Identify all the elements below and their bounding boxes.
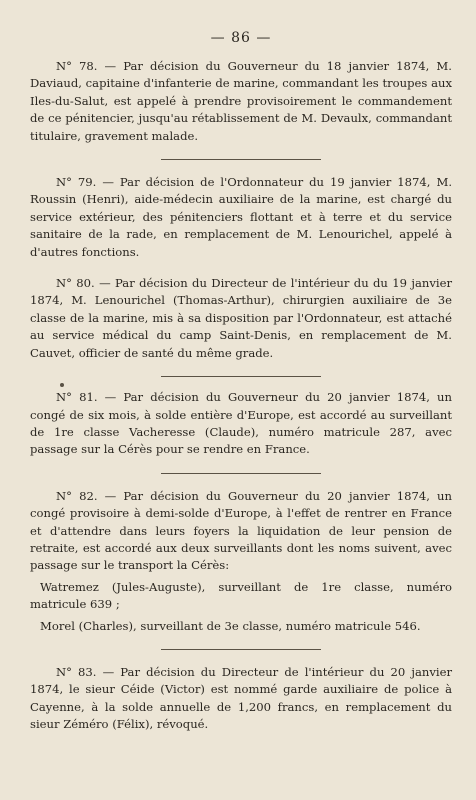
entry-paragraph: N° 78. — Par décision du Gouverneur du 18 janvier 1874, M. Daviaud, capitaine d'infanterie de marine, commandant les troupes aux Iles-du-Salut, est appelé à prendre provisoirement le commandement de ce pénitencier, jusqu'au rétablissement de M. Devaulx, commandant titulaire, gravement malade. <box>30 59 452 143</box>
entry-paragraph: Watremez (Jules-Auguste), surveillant de 1re classe, numéro matricule 639 ; <box>30 579 452 612</box>
entry-paragraph: N° 82. — Par décision du Gouverneur du 20 janvier 1874, un congé provisoire à demi-solde d'Europe, à l'effet de rentrer en France et d'attendre dans leurs foyers la liquidation de leur pension de retraite, est accordé aux deux surveillants dont les noms suivent, avec passage sur le transport la Cérès: <box>30 488 452 573</box>
decision-entry-83 <box>30 664 452 734</box>
section-divider <box>161 376 321 377</box>
entry-paragraph: Morel (Charles), surveillant de 3e classe, numéro matricule 546. <box>40 618 421 633</box>
entry-paragraph: N° 81. — Par décision du Gouverneur du 20 janvier 1874, un congé de six mois, à solde entière d'Europe, est accordé au surveillant de 1re classe Vacheresse (Claude), numéro matricule 287, avec passage sur la Cérès pour se rendre en France. <box>30 390 452 457</box>
entry-paragraph: N° 83. — Par décision du Directeur de l'intérieur du 20 janvier 1874, le sieur Céide (Victor) est nommé garde auxiliaire de police à Cayenne, à la solde annuelle de 1,200 francs, en remplacement du sieur Zéméro (Félix), révoqué. <box>30 664 452 732</box>
entry-paragraph: N° 79. — Par décision de l'Ordonnateur du 19 janvier 1874, M. Roussin (Henri), aide-médecin auxiliaire de la marine, est chargé du service extérieur, des pénitenciers flottant et à terre et du service sanitaire de la rade, en remplacement de M. Lenourichel, appelé à d'autres fonctions. <box>30 175 452 259</box>
page-number: — 86 — <box>210 30 272 46</box>
entry-paragraph: N° 80. — Par décision du Directeur de l'intérieur du du 19 janvier 1874, M. Lenourichel (Thomas-Arthur), chirurgien auxiliaire de 3e classe de la marine, mis à sa disposition par l'Ordonnateur, est attaché au service médical du camp Saint-Denis, en remplacement de M. Cauvet, officier de santé du même grade. <box>30 276 452 360</box>
decision-entry-82 <box>30 488 452 635</box>
decision-entry-79 <box>30 174 452 261</box>
section-divider <box>161 473 321 474</box>
decision-entry-78 <box>30 58 452 145</box>
decision-entry-80 <box>30 275 452 362</box>
ink-dot <box>60 383 64 387</box>
decision-entry-81 <box>30 389 452 459</box>
section-divider <box>161 159 321 160</box>
section-divider <box>161 649 321 650</box>
